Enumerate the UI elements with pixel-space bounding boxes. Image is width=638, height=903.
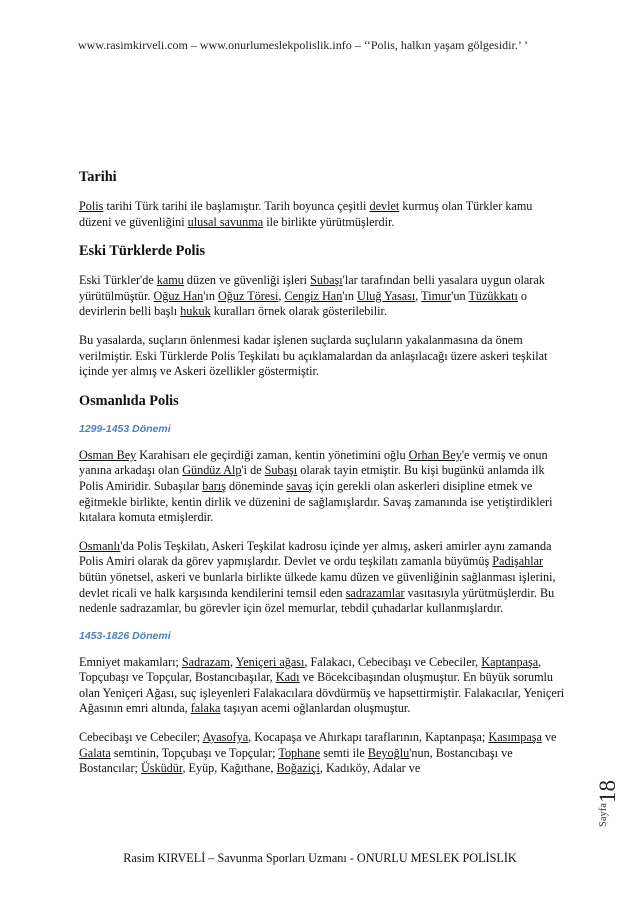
text-run: 'ın <box>203 288 218 303</box>
text-run: , Kadıköy, Adalar ve <box>319 761 421 776</box>
text-run: için gerekli olan askerleri disipline etmek ve eğitmekle birlikte, kentin dirlik ve düzenini de sağlamışlardır. Savaş zamanında ise yetiştirdikleri kıtalara komuta etmişlerdir. <box>79 478 553 525</box>
text-run: , Kocapaşa ve Ahırkapı taraflarının, Kaptanpaşa; <box>248 730 489 745</box>
text-run: 'nun, Bostancıbaşı ve Bostancılar; <box>79 745 513 776</box>
page-label: Sayfa <box>598 803 609 827</box>
text-link[interactable]: barış <box>202 478 226 493</box>
paragraph <box>79 730 567 777</box>
text-link[interactable]: Ayasofya <box>202 730 249 745</box>
document-body <box>79 169 567 790</box>
text-link[interactable]: Osman Bey <box>79 447 137 462</box>
text-run: Bu yasalarda, suçların önlenmesi kadar işlenen suçlarda suçluların yakalanmasına da önem verilmiştir. Eski Türklerde Polis Teşkilatı bu açıklamalardan da anlaşılacağı üzere askeri teşkilat içinde yer almış ve Askeri özellikler göstermiştir. <box>79 332 548 379</box>
text-link[interactable]: ulusal savunma <box>187 214 264 229</box>
section-heading: Osmanlıda Polis <box>79 392 179 409</box>
text-run: bütün yönetsel, askeri ve bunlarla birlikte ülkede kamu düzen ve güvenliğinin sağlanması işlerini, devlet ricali ve halk karşısında kendilerini temsil eden <box>79 569 556 600</box>
page-number: 18 <box>595 780 620 803</box>
text-run: , <box>229 654 236 669</box>
text-run: olarak tayin etmiştir. Bu kişi bugünkü anlamda ilk Polis Amiridir. Subaşılar <box>79 463 545 493</box>
text-link[interactable]: Sadrazam <box>181 654 230 669</box>
text-link[interactable]: falaka <box>190 701 221 716</box>
text-link[interactable]: Yeniçeri ağası <box>235 654 305 669</box>
text-run: taşıyan acemi oğlanlardan oluşmuştur. <box>220 701 411 716</box>
text-run: semti ile <box>320 745 368 760</box>
text-link[interactable]: sadrazamlar <box>345 585 405 600</box>
text-run: kurmuş olan Türkler kamu düzeni ve güvenliğini <box>79 199 533 229</box>
text-run: ve Böcekcibaşından oluşmuştur. En büyük sorumlu olan Yeniçeri Ağası, suç işleyenleri Falakacılara dövdürmüş ve hapsettirmiştir. Falakacılar, Yeniçeri Ağasının emri altında, <box>79 670 565 716</box>
text-link[interactable]: Timur <box>421 288 452 303</box>
text-link[interactable]: Padişahlar <box>492 554 544 569</box>
text-link[interactable]: Cengiz Han <box>284 288 343 303</box>
text-run: Cebecibaşı ve Cebeciler; <box>79 730 203 745</box>
text-link[interactable]: Tophane <box>278 745 321 760</box>
text-run: , Eyüp, Kağıthane, <box>182 761 277 776</box>
text-run: semtinin, Topçubaşı ve Topçular; <box>110 745 279 760</box>
text-link[interactable]: Oğuz Töresi <box>217 288 279 303</box>
text-link[interactable]: Orhan Bey <box>408 447 462 462</box>
page-footer: Rasim KIRVELİ – Savunma Sporları Uzmanı - ONURLU MESLEK POLİSLİK <box>123 851 517 865</box>
text-run: kuralları örnek olarak gösterilebilir. <box>210 304 387 319</box>
paragraph <box>79 448 567 526</box>
text-run: Emniyet makamları; <box>79 654 182 669</box>
text-link[interactable]: Galata <box>79 745 111 760</box>
paragraph <box>79 333 567 380</box>
section-heading: Tarihi <box>79 169 117 185</box>
text-run: vasıtasıyla yürütmüşlerdir. Bu nedenle sadrazamlar, bu görevler için özel memurlar, tebdil çuhadarlar kullanmışlardır. <box>79 585 555 616</box>
text-link[interactable]: Kaptanpaşa <box>481 654 539 669</box>
text-run: tarihi Türk tarihi ile başlamıştır. Tarih boyunca çeşitli <box>103 199 370 213</box>
text-link[interactable]: Subaşı <box>264 463 298 478</box>
text-run: ile birlikte yürütmüşlerdir. <box>263 214 395 229</box>
text-run: düzen ve güvenliği işleri <box>183 273 311 288</box>
text-link[interactable]: Beyoğlu <box>367 745 410 760</box>
text-link[interactable]: Osmanlı <box>79 538 121 553</box>
text-link[interactable]: kamu <box>156 273 184 288</box>
text-run: 'un <box>451 288 469 303</box>
period-heading: 1299-1453 Dönemi <box>79 422 171 435</box>
section-heading: Eski Türklerde Polis <box>79 243 206 260</box>
text-run: Eski Türkler'de <box>79 273 157 288</box>
text-link[interactable]: Kadı <box>275 670 300 685</box>
text-run: ve <box>541 730 557 745</box>
text-run: , Topçubaşı ve Topçular, Bostancıbaşılar, <box>79 654 542 685</box>
paragraph <box>79 655 567 717</box>
page-header: www.rasimkirveli.com – www.onurlumeslekpolislik.info – ‘‘Polis, halkın yaşam gölgesidir.’ ’ <box>78 38 528 52</box>
period-heading: 1453-1826 Dönemi <box>79 629 171 642</box>
text-run: , Falakacı, Cebecibaşı ve Cebeciler, <box>304 654 482 669</box>
text-run: 'ın <box>342 288 358 303</box>
text-link[interactable]: Subaşı <box>310 273 343 288</box>
text-run: Karahisarı ele geçirdiği zaman, kentin yönetimini oğlu <box>136 447 409 462</box>
text-link[interactable]: Polis <box>79 199 104 213</box>
text-run: o devirlerin belli başlı <box>79 288 527 319</box>
paragraph <box>79 539 567 617</box>
text-run: 'lar tarafından belli yasalara uygun olarak yürütülmüştür. <box>79 273 545 303</box>
text-link[interactable]: Üsküdür <box>140 761 183 776</box>
text-link[interactable]: hukuk <box>180 304 211 319</box>
text-run: , <box>278 288 285 303</box>
text-run: 'i de <box>241 463 265 478</box>
text-run: 'e vermiş ve onun yanına arkadaşı olan <box>79 447 548 478</box>
text-link[interactable]: Tüzükkatı <box>468 288 518 303</box>
text-link[interactable]: devlet <box>369 199 400 213</box>
text-link[interactable]: Boğaziçi <box>276 761 320 776</box>
text-link[interactable]: Oğuz Han <box>153 288 204 303</box>
text-run: , <box>415 288 422 303</box>
text-link[interactable]: Uluğ Yasası <box>357 288 416 303</box>
paragraph <box>79 199 567 230</box>
text-link[interactable]: Kasımpaşa <box>488 730 542 745</box>
text-link[interactable]: savaş <box>286 478 313 493</box>
text-link[interactable]: Gündüz Alp <box>182 463 242 478</box>
text-run: döneminde <box>225 478 287 493</box>
text-run: 'da Polis Teşkilatı, Askeri Teşkilat kadrosu içinde yer almış, askeri amirler aynı zamanda Polis Amiri olarak da görev yapmışlardır. Devlet ve ordu teşkilatı zamanla büyümüş <box>79 538 552 569</box>
paragraph <box>79 273 567 320</box>
page-number-box <box>588 765 630 837</box>
